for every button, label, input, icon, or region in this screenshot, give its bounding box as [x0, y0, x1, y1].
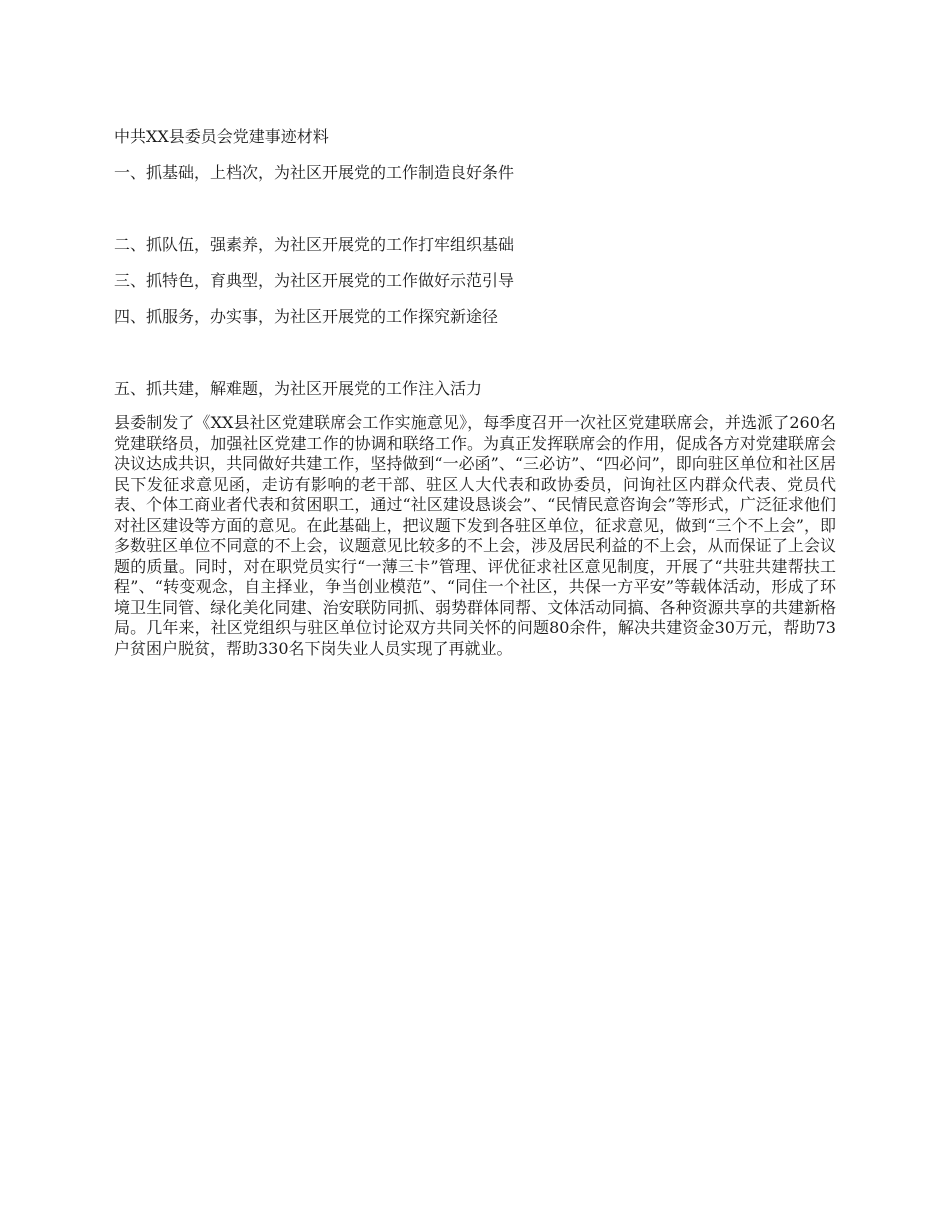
section-heading-2: 二、抓队伍，强素养，为社区开展党的工作打牢组织基础 — [114, 235, 515, 254]
section-heading-4: 四、抓服务，办实事，为社区开展党的工作探究新途径 — [114, 307, 499, 326]
body-paragraph: 县委制发了《XX县社区党建联席会工作实施意见》，每季度召开一次社区党建联席会，并选派了260名党建联络员，加强社区党建工作的协调和联络工作。为真正发挥联席会的作用，促成各方对党建联席会决议达成共识，共同做好共建工作，坚持做到“一必函”、“三必访”、“四必问”，即向驻区单位和社区居民下发征求意见函，走访有影响的老干部、驻区人大代表和政协委员，问询社区内群众代表、党员代表、个体工商业者代表和贫困职工，通过“社区建设恳谈会”、“民情民意咨询会”等形式，广泛征求他们对社区建设等方面的意见。在此基础上，把议题下发到各驻区单位，征求意见，做到“三个不上会”，即多数驻区单位不同意的不上会，议题意见比较多的不上会，涉及居民利益的不上会，从而保证了上会议题的质量。同时，对在职党员实行“一薄三卡”管理、评优征求社区意见制度，开展了“共驻共建帮扶工程”、“转变观念，自主择业，争当创业模范”、“同住一个社区，共保一方平安”等载体活动，形成了环境卫生同管、绿化美化同建、治安联防同抓、弱势群体同帮、文体活动同搞、各种资源共享的共建新格局。几年来，社区党组织与驻区单位讨论双方共同关怀的问题80余件，解决共建资金30万元，帮助73户贫困户脱贫，帮助330名下岗失业人员实现了再就业。 — [114, 413, 836, 658]
blank-gap — [114, 197, 836, 233]
section-heading-3: 三、抓特色，育典型，为社区开展党的工作做好示范引导 — [114, 271, 515, 290]
blank-gap — [114, 341, 836, 377]
document-title: 中共XX县委员会党建事迹材料 — [114, 127, 329, 146]
section-heading-5: 五、抓共建，解难题，为社区开展党的工作注入活力 — [114, 379, 483, 398]
section-heading-1: 一、抓基础，上档次，为社区开展党的工作制造良好条件 — [114, 163, 515, 182]
document-content — [114, 125, 836, 659]
